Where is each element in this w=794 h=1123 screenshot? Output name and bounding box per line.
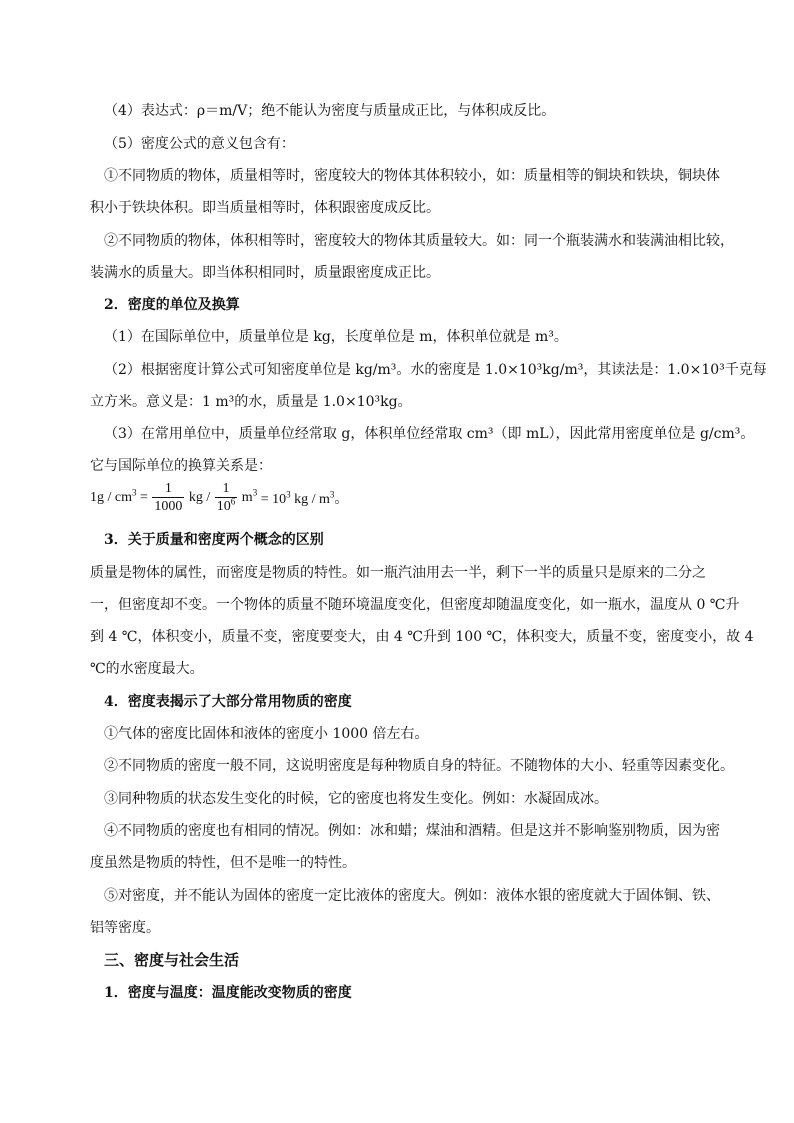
fraction-1 [152, 480, 184, 515]
formula-rhs: = $10^3$ kg / $m^3$。 [260, 488, 349, 507]
units-item-3: （3）在常用单位中，质量单位经常取 g，体积单位经常取 cm³（即 mL），因此常用密度单位是 g/cm³。 [104, 426, 755, 442]
meaning-item-2-cont: 装满水的质量大。即当体积相同时，质量跟密度成正比。 [90, 265, 440, 281]
units-item-2-cont: 立方米。意义是：1 m³的水，质量是 1.0×10³kg。 [90, 394, 412, 410]
table-item-5-cont: 铝等密度。 [90, 920, 160, 936]
section-heading-difference: 3．关于质量和密度两个概念的区别 [104, 532, 324, 548]
difference-line-4: ℃的水密度最大。 [90, 661, 204, 677]
chapter-heading-society: 三、密度与社会生活 [104, 951, 240, 969]
section-heading-table: 4．密度表揭示了大部分常用物质的密度 [104, 694, 352, 710]
difference-line-2: 一，但密度却不变。一个物体的质量不随环境温度变化，但密度却随温度变化，如一瓶水，温度从 0 ℃升 [90, 597, 740, 613]
table-item-2: ②不同物质的密度一般不同，这说明密度是每种物质自身的特征。不随物体的大小、轻重等因素变化。 [104, 758, 734, 774]
units-item-3-cont: 它与国际单位的换算关系是： [90, 458, 272, 474]
meaning-item-1: ①不同物质的物体，质量相等时，密度较大的物体其体积较小，如：质量相等的铜块和铁块，铜块体 [104, 168, 720, 184]
table-item-4: ④不同物质的密度也有相同的情况。例如：冰和蜡；煤油和酒精。但是这并不影响鉴别物质，因为密 [104, 823, 720, 839]
formula-kg: kg / [188, 489, 211, 505]
meaning-title: （5）密度公式的意义包含有： [104, 136, 295, 152]
table-item-1: ①气体的密度比固体和液体的密度小 1000 倍左右。 [104, 726, 429, 742]
table-item-5: ⑤对密度，并不能认为固体的密度一定比液体的密度大。例如：液体水银的密度就大于固体铜、铁、 [104, 888, 720, 904]
meaning-item-1-cont: 积小于铁块体积。即当质量相等时，体积跟密度成反比。 [90, 200, 440, 216]
meaning-item-2: ②不同物质的物体，体积相等时，密度较大的物体其质量较大。如：同一个瓶装满水和装满油相比较， [104, 233, 734, 249]
fraction-2-numerator: 1 [215, 480, 238, 498]
fraction-1-denominator: 1000 [154, 499, 183, 514]
unit-conversion-formula [90, 480, 348, 524]
fraction-1-numerator: 1 [152, 480, 184, 498]
formula-equals: = [140, 489, 148, 505]
units-item-2: （2）根据密度计算公式可知密度单位是 kg/m³。水的密度是 1.0×10³kg/m³，其读法是：1.0×10³千克每 [104, 362, 767, 378]
section-heading-units: 2．密度的单位及换算 [104, 297, 240, 313]
difference-line-3: 到 4 ℃，体积变小，质量不变，密度要变大，由 4 ℃升到 100 ℃，体积变大，质量不变，密度变小，故 4 [90, 629, 754, 645]
table-item-4-cont: 度虽然是物质的特性，但不是唯一的特性。 [90, 855, 356, 871]
section-heading-temperature: 1．密度与温度：温度能改变物质的密度 [104, 985, 352, 1001]
formula-m3: $m^3$ [241, 486, 258, 505]
fraction-2 [215, 480, 238, 515]
difference-line-1: 质量是物体的属性，而密度是物质的特性。如一瓶汽油用去一半，剩下一半的质量只是原来的二分之 [90, 565, 706, 581]
formula-lhs: $1g / cm^3$ [90, 486, 137, 505]
expression-line: （4）表达式：ρ＝m/V；绝不能认为密度与质量成正比，与体积成反比。 [104, 103, 556, 119]
units-item-1: （1）在国际单位中，质量单位是 kg，长度单位是 m，体积单位就是 m³。 [104, 329, 568, 345]
table-item-3: ③同种物质的状态发生变化的时候，它的密度也将发生变化。例如：水凝固成冰。 [104, 791, 608, 807]
fraction-2-denominator: $10^6$ [216, 496, 236, 514]
